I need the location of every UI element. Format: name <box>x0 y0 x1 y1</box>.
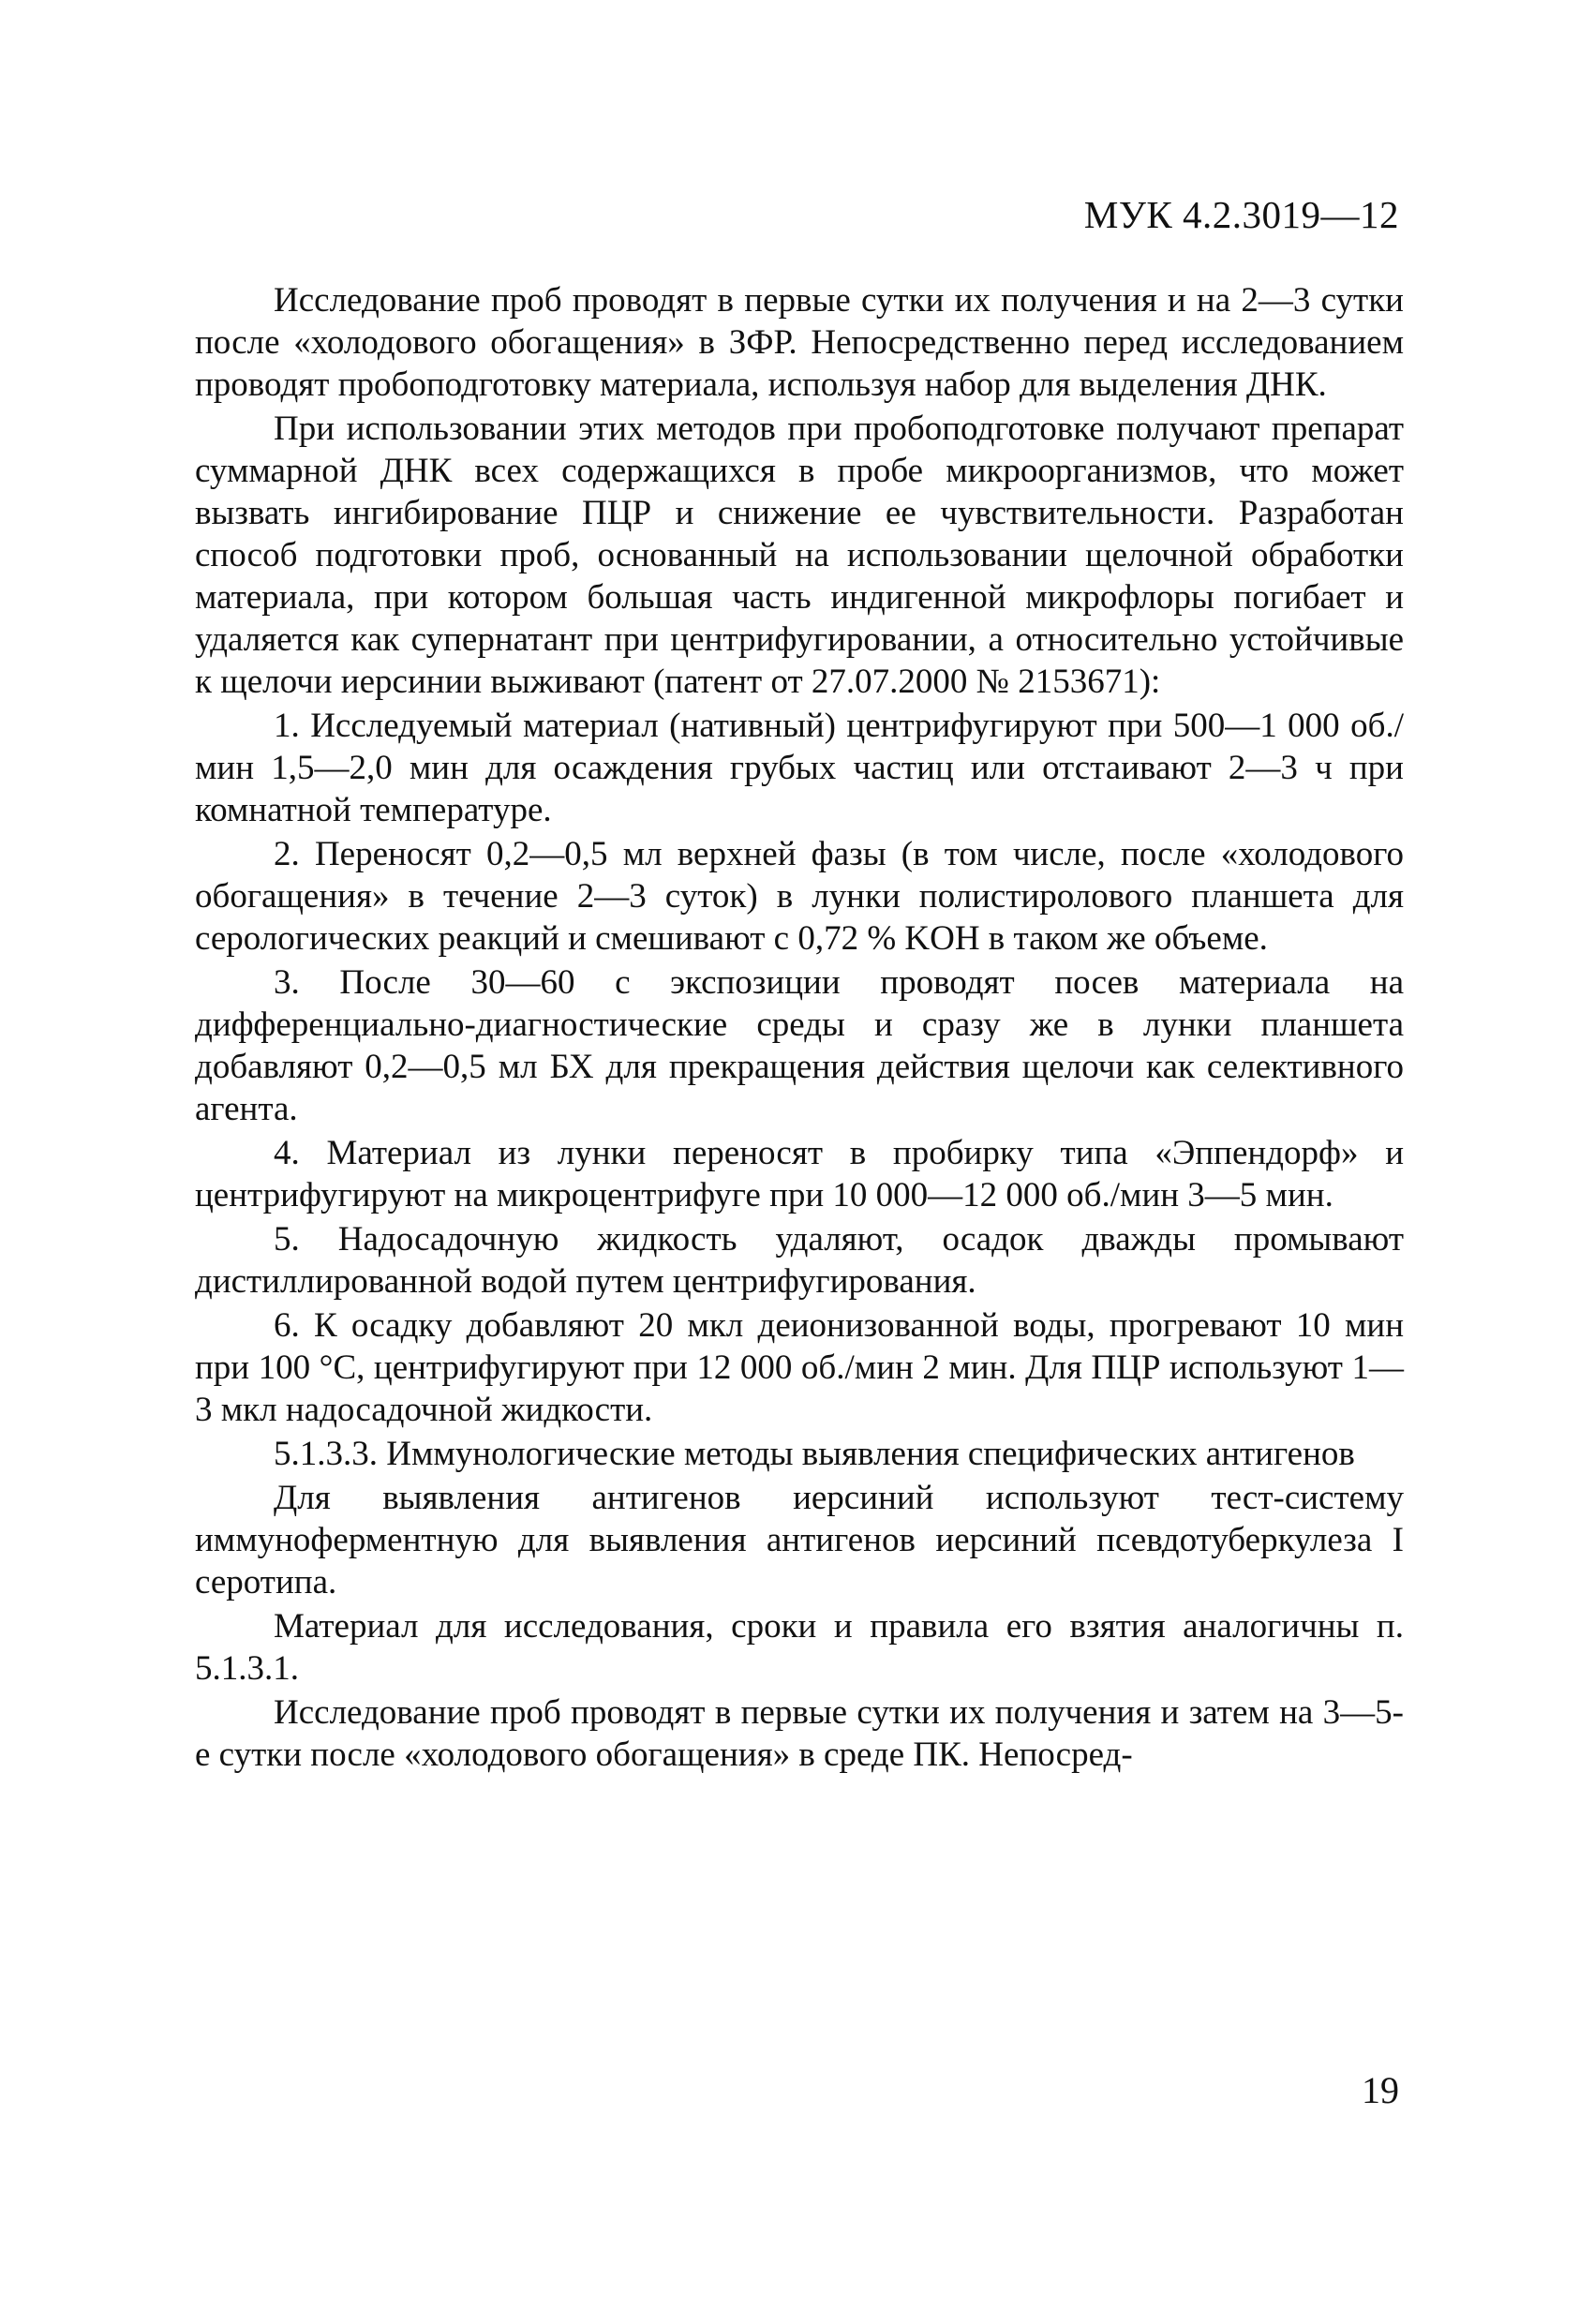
step-3: 3. После 30—60 с экспозиции проводят посев материала на дифференциально-диагностические среды и сразу же в лунки планшета добавляют 0,2—0,5 мл БХ для прекращения действия щелочи как селективного агента. <box>195 963 1404 1128</box>
paragraph-material-reference: Материал для исследования, сроки и правила его взятия аналогичны п. 5.1.3.1. <box>195 1607 1404 1688</box>
page-number: 19 <box>1362 2069 1399 2111</box>
step-5: 5. Надосадочную жидкость удаляют, осадок дважды промывают дистиллированной водой путем центрифугирования. <box>195 1220 1404 1301</box>
body-text <box>195 279 1404 1778</box>
section-heading-5-1-3-3: 5.1.3.3. Иммунологические методы выявления специфических антигенов <box>274 1435 1355 1473</box>
step-1: 1. Исследуемый материал (нативный) центрифугируют при 500—1 000 об./мин 1,5—2,0 мин для осаждения грубых частиц или отстаивают 2—3 ч при комнатной температуре. <box>195 707 1404 829</box>
step-6: 6. К осадку добавляют 20 мкл деионизованной воды, прогревают 10 мин при 100 °C, центрифугируют при 12 000 об./мин 2 мин. Для ПЦР используют 1—3 мкл надосадочной жидкости. <box>195 1306 1404 1429</box>
document-code-header: МУК 4.2.3019—12 <box>1083 193 1399 236</box>
paragraph-sample-study: Исследование проб проводят в первые сутки их получения и затем на 3—5-е сутки после «холодового обогащения» в среде ПК. Непосред- <box>195 1693 1404 1774</box>
paragraph-sample-timing: Исследование проб проводят в первые сутки их получения и на 2—3 сутки после «холодового обогащения» в ЗФР. Непосредственно перед исследованием проводят пробоподготовку материала, используя набор для выделения ДНК. <box>195 281 1404 404</box>
paragraph-antigen-detection: Для выявления антигенов иерсиний используют тест-систему иммуноферментную для выявления антигенов иерсиний псевдотуберкулеза I серотипа. <box>195 1479 1404 1601</box>
paragraph-method-description: При использовании этих методов при пробоподготовке получают препарат суммарной ДНК всех содержащихся в пробе микроорганизмов, что может вызвать ингибирование ПЦР и снижение ее чувствительности. Разработан способ подготовки проб, основанный на использовании щелочной обработки материала, при котором большая часть индигенной микрофлоры погибает и удаляется как супернатант при центрифугировании, а относительно устойчивые к щелочи иерсинии выживают (патент от 27.07.2000 № 2153671): <box>195 410 1404 701</box>
step-4: 4. Материал из лунки переносят в пробирку типа «Эппендорф» и центрифугируют на микроцентрифуге при 10 000—12 000 об./мин 3—5 мин. <box>195 1134 1404 1214</box>
step-2: 2. Переносят 0,2—0,5 мл верхней фазы (в том числе, после «холодового обогащения» в течение 2—3 суток) в лунки полистиролового планшета для серологических реакций и смешивают с 0,72 % KOH в таком же объеме. <box>195 835 1404 958</box>
